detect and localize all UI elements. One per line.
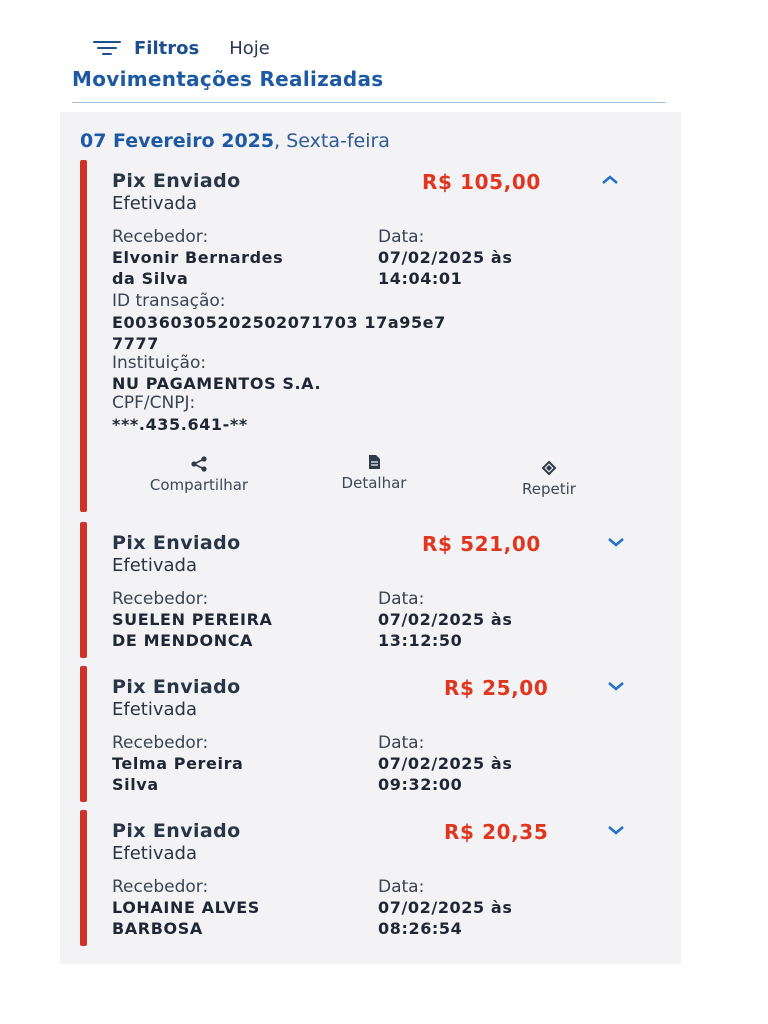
transaction-actions (80, 456, 680, 506)
filter-icon[interactable] (92, 39, 122, 57)
institution-label: Instituição: (112, 353, 207, 373)
transaction-datetime (378, 897, 512, 939)
receiver-name-line1: Elvonir Bernardes (112, 248, 284, 267)
share-button[interactable] (130, 456, 268, 494)
transaction-amount: R$ 105,00 (422, 170, 541, 194)
filters-button[interactable]: Filtros (134, 37, 200, 59)
receiver-name-line1: LOHAINE ALVES (112, 898, 260, 917)
date-line2: 08:26:54 (378, 919, 463, 938)
page-title: Movimentações Realizadas (72, 67, 384, 91)
group-date: 07 Fevereiro 2025 (80, 130, 275, 152)
receiver-name-line2: DE MENDONCA (112, 631, 254, 650)
pix-icon (539, 460, 559, 476)
repeat-button[interactable] (504, 460, 594, 498)
transaction-status: Efetivada (112, 193, 197, 214)
filters-bar (92, 34, 270, 62)
receiver-label: Recebedor: (112, 877, 209, 897)
transaction-status: Efetivada (112, 555, 197, 576)
receiver-name-line2: BARBOSA (112, 919, 203, 938)
receiver-name (112, 753, 243, 795)
date-line1: 07/02/2025 às (378, 754, 513, 773)
date-line2: 09:32:00 (378, 775, 463, 794)
receiver-name-line2: Silva (112, 775, 159, 794)
cpf-cnpj-value: ***.435.641-** (112, 415, 248, 434)
transaction-status: Efetivada (112, 699, 197, 720)
document-icon (364, 454, 384, 470)
chevron-down-icon[interactable] (607, 680, 625, 692)
date-line1: 07/02/2025 às (378, 610, 513, 629)
transaction-amount: R$ 25,00 (444, 676, 549, 700)
divider (72, 102, 666, 103)
transaction-status: Efetivada (112, 843, 197, 864)
detail-button[interactable] (326, 454, 422, 492)
transaction-card[interactable] (80, 160, 680, 512)
date-line2: 14:04:01 (378, 269, 463, 288)
transaction-card[interactable] (80, 666, 680, 802)
status-bar (80, 666, 87, 802)
date-line1: 07/02/2025 às (378, 248, 513, 267)
date-line2: 13:12:50 (378, 631, 463, 650)
transaction-amount: R$ 20,35 (444, 820, 549, 844)
cpf-cnpj-label: CPF/CNPJ: (112, 393, 196, 413)
chevron-up-icon[interactable] (601, 174, 619, 186)
date-label: Data: (378, 877, 425, 897)
share-icon (189, 456, 209, 472)
transaction-card[interactable] (80, 522, 680, 658)
transaction-title: Pix Enviado (112, 820, 241, 842)
status-bar (80, 810, 87, 946)
transaction-title: Pix Enviado (112, 170, 241, 192)
receiver-name (112, 897, 260, 939)
receiver-name (112, 247, 283, 289)
repeat-label: Repetir (522, 480, 576, 498)
chevron-down-icon[interactable] (607, 536, 625, 548)
transaction-title: Pix Enviado (112, 532, 241, 554)
receiver-name (112, 609, 273, 651)
share-label: Compartilhar (149, 476, 249, 494)
status-bar (80, 522, 87, 658)
receiver-label: Recebedor: (112, 733, 209, 753)
date-group-header (80, 130, 390, 152)
receiver-label: Recebedor: (112, 589, 209, 609)
transaction-id-line2: 7777 (112, 334, 159, 353)
transaction-title: Pix Enviado (112, 676, 241, 698)
date-label: Data: (378, 733, 425, 753)
group-weekday: , Sexta-feira (274, 130, 390, 152)
date-line1: 07/02/2025 às (378, 898, 513, 917)
receiver-name-line1: Telma Pereira (112, 754, 244, 773)
transaction-amount: R$ 521,00 (422, 532, 541, 556)
transaction-id-label: ID transação: (112, 291, 226, 311)
transaction-datetime (378, 609, 512, 651)
transaction-card[interactable] (80, 810, 680, 946)
institution-name: NU PAGAMENTOS S.A. (112, 374, 322, 393)
chevron-down-icon[interactable] (607, 824, 625, 836)
transaction-datetime (378, 753, 512, 795)
date-label: Data: (378, 589, 425, 609)
today-filter[interactable]: Hoje (229, 37, 270, 59)
transaction-datetime (378, 247, 512, 289)
transaction-id-line1: E00360305202502071703 17a95e7 (112, 313, 446, 332)
receiver-label: Recebedor: (112, 227, 209, 247)
receiver-name-line1: SUELEN PEREIRA (112, 610, 273, 629)
date-label: Data: (378, 227, 425, 247)
receiver-name-line2: da Silva (112, 269, 189, 288)
transaction-id (112, 312, 446, 354)
detail-label: Detalhar (341, 474, 407, 492)
